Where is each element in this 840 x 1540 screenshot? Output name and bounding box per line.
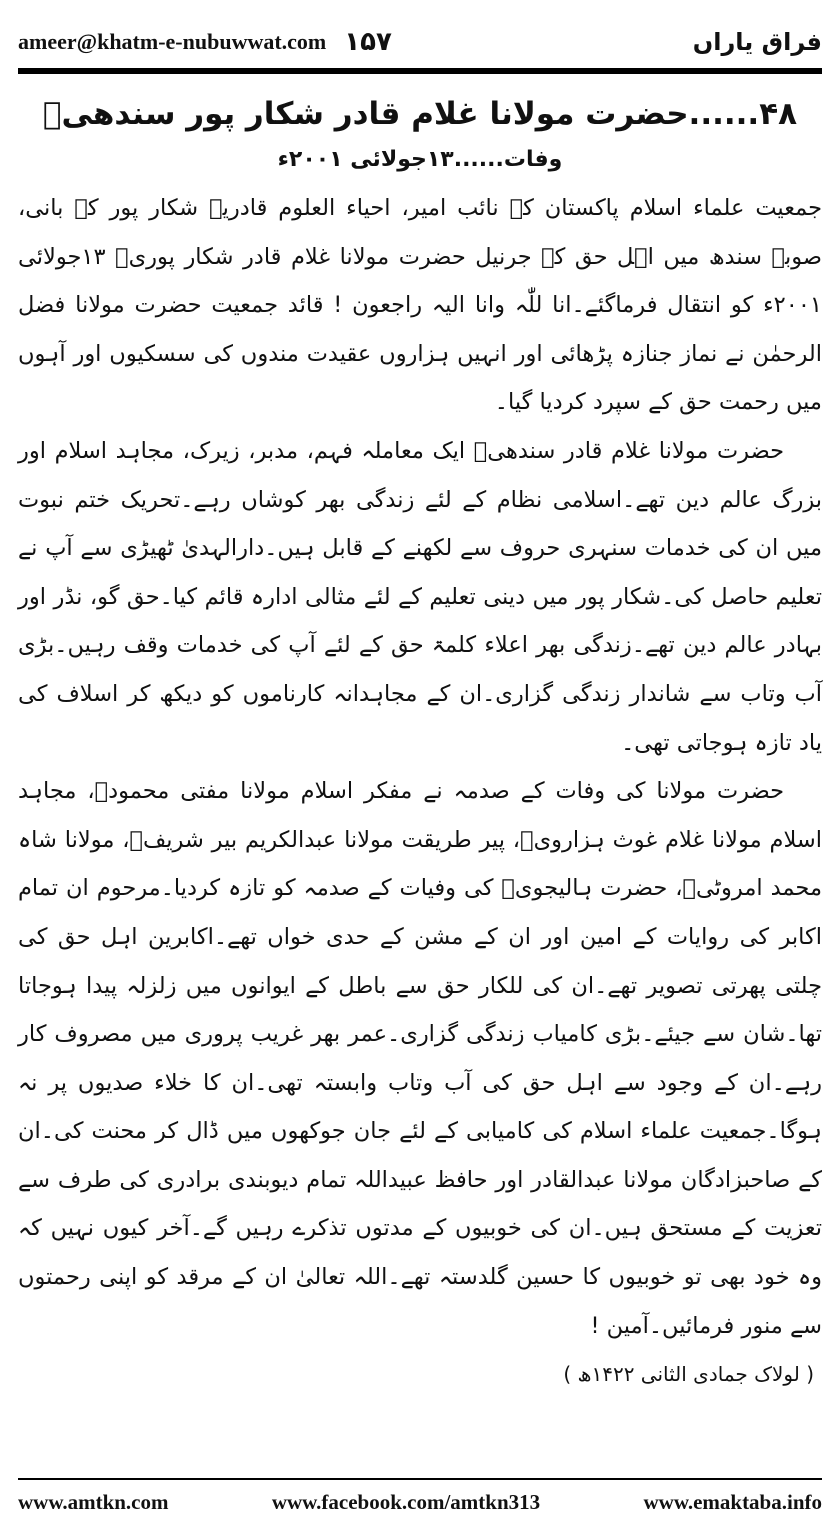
footer-divider — [18, 1478, 822, 1480]
source-citation: ( لولاک جمادی الثانی ۱۴۲۲ھ ) — [563, 1362, 814, 1387]
page-header — [18, 18, 822, 66]
header-email: ameer@khatm-e-nubuwwat.com — [18, 29, 327, 54]
header-divider — [18, 68, 822, 74]
footer-site-left: www.amtkn.com — [18, 1490, 169, 1514]
book-title: فراق یاراں — [692, 28, 822, 56]
page-number: ۱۵۷ — [344, 27, 392, 57]
paragraph-3: حضرت مولانا کی وفات کے صدمہ نے مفکر اسلام مولانا مفتی محمودؒ، مجاہد اسلام مولانا غلام غوث ہزارویؒ، پیر طریقت مولانا عبدالکریم بیر شریفؒ، مولانا شاہ محمد امروٹیؒ، حضرت ہالیجویؒ کی وفیات کے صدمہ کو تازہ کردیا۔مرحوم ان تمام اکابر کی روایات کے امین اور ان کے مشن کے حدی خواں تھے۔اکابرین اہل حق کی چلتی پھرتی تصویر تھے۔ان کی للکار حق سے باطل کے ایوانوں میں زلزلہ پیدا ہوجاتا تھا۔شان سے جیئے۔بڑی کامیاب زندگی گزاری۔عمر بھر غریب پروری میں مصروف کار رہے۔ان کے وجود سے اہل حق کی آب وتاب وابستہ تھی۔ان کا خلاء صدیوں پر نہ ہوگا۔جمعیت علماء اسلام کی کامیابی کے لئے جان جوکھوں میں ڈال کر محنت کی۔ان کے صاحبزادگان مولانا عبدالقادر اور حافظ عبیداللہ تمام دیوبندی برادری کی طرف سے تعزیت کے مستحق ہیں۔ان کی خوبیوں کے مدتوں تذکرے رہیں گے۔آخر کیوں نہیں کہ وہ خود بھی تو خوبیوں کا حسین گلدستہ تھے۔اللہ تعالیٰ ان کے مرقد کو اپنی رحمتوں سے منور فرمائیں۔آمین ! — [18, 778, 822, 1339]
footer-site-center: www.facebook.com/amtkn313 — [271, 1490, 541, 1514]
paragraph-1: جمعیت علماء اسلام پاکستان کے نائب امیر، احیاء العلوم قادریہ شکار پور کے بانی، صوبہ سندھ میں اہل حق کے جرنیل حضرت مولانا غلام قادر شکار پوریؒ ۱۳جولائی ۲۰۰۱ء کو انتقال فرماگئے۔انا للّٰہ وانا الیہ راجعون ! قائد جمعیت حضرت مولانا فضل الرحمٰن نے نماز جنازہ پڑھائی اور انہیں ہزاروں عقیدت مندوں کی سسکیوں اور آہوں میں رحمت حق کے سپرد کردیا گیا۔ — [18, 195, 822, 416]
death-date: وفات......۱۳جولائی ۲۰۰۱ء — [277, 147, 563, 172]
article-title: ۴۸......حضرت مولانا غلام قادر شکار پور سندھیؒ — [42, 96, 798, 132]
article-body — [18, 86, 822, 1396]
header-left-group — [18, 27, 392, 57]
page-footer — [18, 1490, 822, 1515]
paragraph-2: حضرت مولانا غلام قادر سندھیؒ ایک معاملہ فہم، مدبر، زیرک، مجاہد اسلام اور بزرگ عالم دین تھے۔اسلامی نظام کے لئے زندگی بھر کوشاں رہے۔تحریک ختم نبوت میں ان کی خدمات سنہری حروف سے لکھنے کے قابل ہیں۔دارالہدیٰ ٹھیڑی سے آپ نے تعلیم حاصل کی۔شکار پور میں دینی تعلیم کے لئے مثالی ادارہ قائم کیا۔حق گو، نڈر اور بہادر عالم دین تھے۔زندگی بھر اعلاء کلمۃ حق کے لئے آپ کی خدمات وقف رہیں۔بڑی آب وتاب سے شاندار زندگی گزاری۔ان کے مجاہدانہ کارناموں کو دیکھ کر اسلاف کی یاد تازہ ہوجاتی تھی۔ — [18, 437, 822, 756]
footer-site-right: www.emaktaba.info — [643, 1490, 822, 1514]
